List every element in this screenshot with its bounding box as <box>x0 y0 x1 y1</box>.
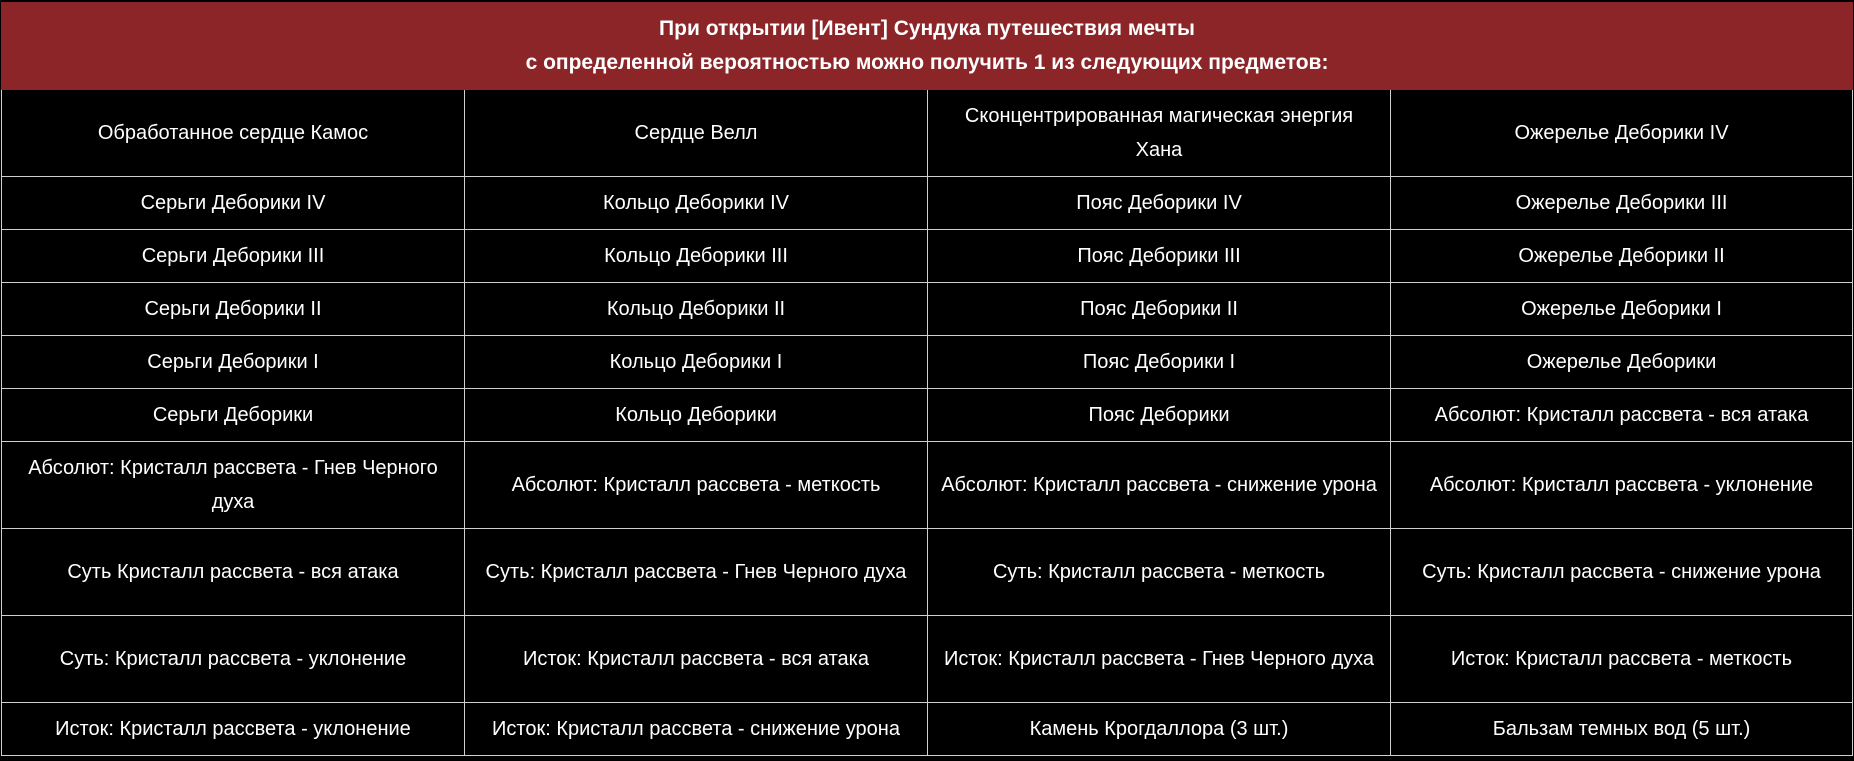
table-cell: Исток: Кристалл рассвета - меткость <box>1391 616 1853 703</box>
header-line-1: При открытии [Ивент] Сундука путешествия мечты <box>659 17 1195 40</box>
table-cell: Суть: Кристалл рассвета - Гнев Черного духа <box>465 529 928 616</box>
table-cell: Кольцо Деборики III <box>465 230 928 283</box>
table-cell: Сердце Велл <box>465 90 928 177</box>
table-cell: Сконцентрированная магическая энергия Хана <box>928 90 1391 177</box>
table-cell: Суть: Кристалл рассвета - меткость <box>928 529 1391 616</box>
table-cell: Ожерелье Деборики <box>1391 336 1853 389</box>
table-row <box>2 442 1853 529</box>
table-cell: Серьги Деборики III <box>2 230 465 283</box>
table-cell: Ожерелье Деборики II <box>1391 230 1853 283</box>
table-cell: Суть Кристалл рассвета - вся атака <box>2 529 465 616</box>
table-cell: Обработанное сердце Камос <box>2 90 465 177</box>
table-cell: Абсолют: Кристалл рассвета - вся атака <box>1391 389 1853 442</box>
table-cell: Пояс Деборики II <box>928 283 1391 336</box>
table-cell: Пояс Деборики I <box>928 336 1391 389</box>
table-cell: Кольцо Деборики II <box>465 283 928 336</box>
table-cell: Ожерелье Деборики IV <box>1391 90 1853 177</box>
table-row <box>2 283 1853 336</box>
table-cell: Пояс Деборики <box>928 389 1391 442</box>
header-line-2: с определенной вероятностью можно получить 1 из следующих предметов: <box>525 51 1329 74</box>
table-cell: Кольцо Деборики IV <box>465 177 928 230</box>
table-cell: Ожерелье Деборики I <box>1391 283 1853 336</box>
table-cell: Серьги Деборики II <box>2 283 465 336</box>
rewards-table <box>1 2 1853 756</box>
table-cell: Абсолют: Кристалл рассвета - меткость <box>465 442 928 529</box>
table-cell: Абсолют: Кристалл рассвета - Гнев Черного духа <box>2 442 465 529</box>
table-row <box>2 389 1853 442</box>
table-cell: Пояс Деборики III <box>928 230 1391 283</box>
table-cell: Серьги Деборики I <box>2 336 465 389</box>
table-cell: Кольцо Деборики <box>465 389 928 442</box>
table-cell: Серьги Деборики IV <box>2 177 465 230</box>
table-cell: Суть: Кристалл рассвета - снижение урона <box>1391 529 1853 616</box>
table-cell: Исток: Кристалл рассвета - уклонение <box>2 703 465 756</box>
table-row <box>2 177 1853 230</box>
table-cell: Абсолют: Кристалл рассвета - уклонение <box>1391 442 1853 529</box>
table-cell: Ожерелье Деборики III <box>1391 177 1853 230</box>
table-cell: Камень Крогдаллора (3 шт.) <box>928 703 1391 756</box>
table-cell: Серьги Деборики <box>2 389 465 442</box>
table-cell: Абсолют: Кристалл рассвета - снижение урона <box>928 442 1391 529</box>
table-cell: Кольцо Деборики I <box>465 336 928 389</box>
table-cell: Бальзам темных вод (5 шт.) <box>1391 703 1853 756</box>
table-cell: Исток: Кристалл рассвета - снижение урона <box>465 703 928 756</box>
table-row <box>2 703 1853 756</box>
table-row <box>2 616 1853 703</box>
table-header <box>2 3 1853 90</box>
table-row <box>2 90 1853 177</box>
table-cell: Пояс Деборики IV <box>928 177 1391 230</box>
table-cell: Исток: Кристалл рассвета - Гнев Черного духа <box>928 616 1391 703</box>
table-row <box>2 230 1853 283</box>
table-header-row <box>2 3 1853 90</box>
table-row <box>2 336 1853 389</box>
table-row <box>2 529 1853 616</box>
table-cell: Исток: Кристалл рассвета - вся атака <box>465 616 928 703</box>
table-cell: Суть: Кристалл рассвета - уклонение <box>2 616 465 703</box>
